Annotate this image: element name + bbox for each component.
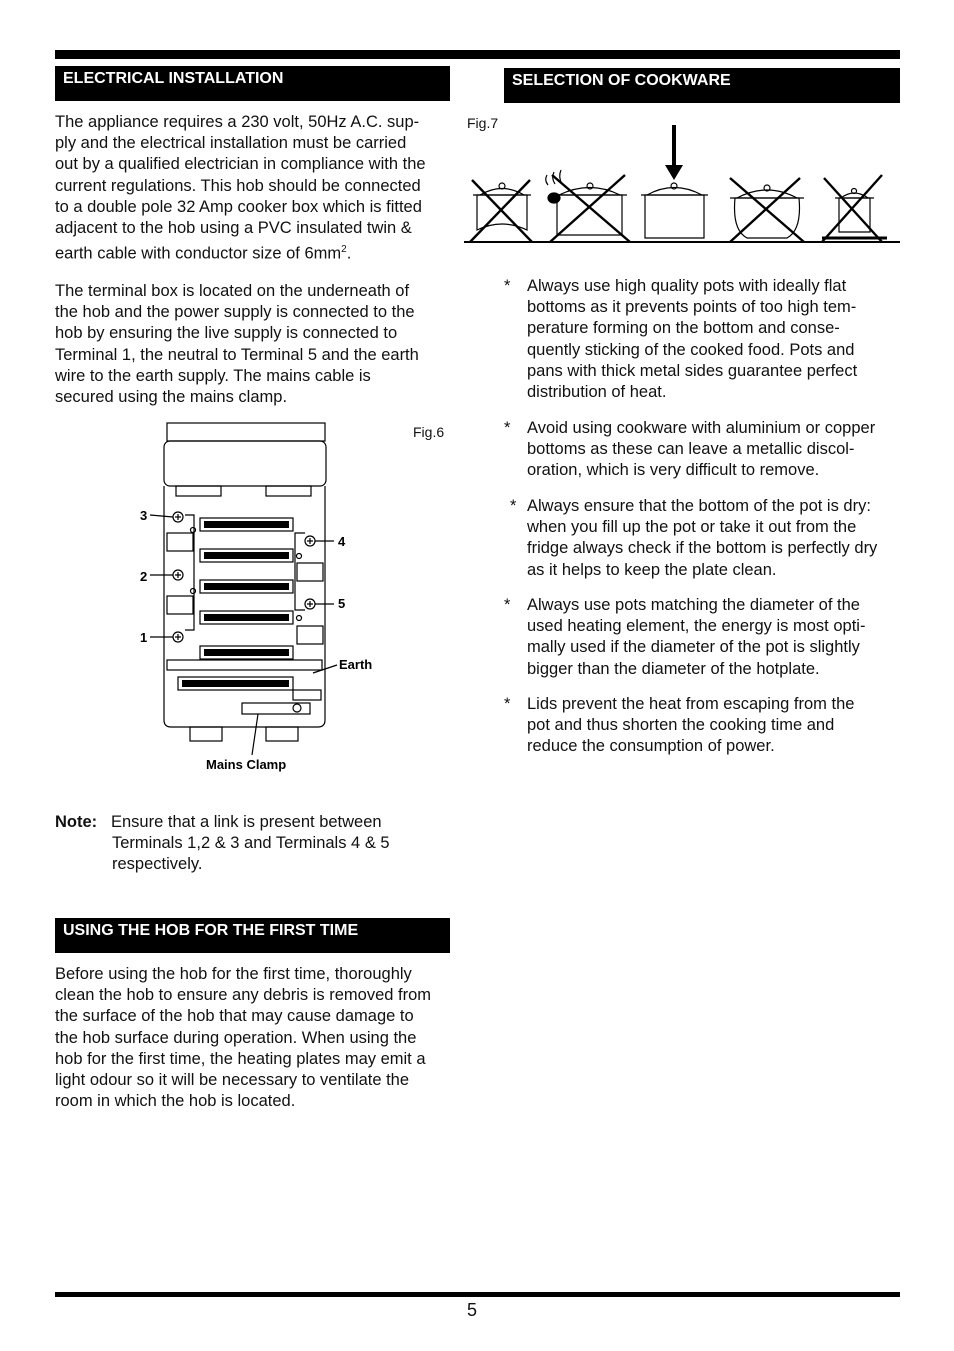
cookware-bullet	[504, 694, 904, 764]
text-span: .	[346, 244, 352, 263]
diagram-tab	[266, 486, 311, 496]
text-line: pans with thick metal sides guarantee perfect	[527, 361, 858, 380]
text-line: room in which the hob is located.	[55, 1092, 296, 1111]
text-line: distribution of heat.	[527, 383, 667, 402]
text-line: hob by ensuring the live supply is connected to	[55, 324, 398, 343]
note-line: respectively.	[112, 855, 203, 873]
bottom-rule	[55, 1292, 900, 1297]
pot-correct	[641, 125, 708, 238]
diagram-upper-box	[164, 441, 326, 486]
side-block	[167, 660, 322, 670]
electrical-paragraph-2	[55, 281, 450, 408]
text-line: out by a qualified electrician in compliance with the	[55, 155, 426, 174]
side-block	[293, 690, 321, 700]
text-line: used heating element, the energy is most opti-	[527, 617, 866, 636]
text-line: secured using the mains clamp.	[55, 388, 288, 407]
bullet-text	[527, 276, 857, 403]
terminal-label-1: 1	[140, 630, 148, 645]
text-line: Terminal 1, the neutral to Terminal 5 and the earth	[55, 345, 419, 364]
superscript: 2	[341, 244, 347, 256]
terminal-label-2: 2	[140, 569, 148, 584]
bullet-star: *	[504, 419, 511, 437]
text-line: quently sticking of the cooked food. Pots and	[527, 340, 855, 359]
diagram-top-cap	[167, 423, 325, 441]
side-block	[297, 626, 323, 644]
text-line: when you fill up the pot or take it out from the	[527, 518, 857, 537]
note-label: Note:	[55, 813, 98, 831]
text-line: the hob and the power supply is connected to the	[55, 303, 415, 322]
side-block	[297, 563, 323, 581]
fig6-label: Fig.6	[413, 424, 445, 440]
cookware-bullet	[504, 595, 904, 685]
bullet-star: *	[504, 596, 511, 614]
cookware-bullet	[504, 418, 904, 488]
text-line: The appliance requires a 230 volt, 50Hz A.C. sup-	[55, 113, 420, 131]
text-line: Lids prevent the heat from escaping from the	[527, 695, 855, 713]
pot-wet-bottom	[546, 170, 630, 242]
text-line: Avoid using cookware with aluminium or copper	[527, 419, 876, 437]
text-line: to a double pole 32 Amp cooker box which is fitted	[55, 197, 422, 216]
note-line: Terminals 1,2 & 3 and Terminals 4 & 5	[112, 834, 390, 852]
mains-clamp-label: Mains Clamp	[206, 757, 287, 772]
pot-too-small	[822, 175, 887, 242]
electrical-paragraph-1	[55, 112, 450, 265]
fig7-label: Fig.7	[467, 115, 499, 131]
text-line: Always use high quality pots with ideally flat	[527, 277, 847, 295]
cookware-figure	[462, 120, 902, 250]
bullet-star: *	[504, 277, 511, 295]
cookware-heading: SELECTION OF COOKWARE	[504, 68, 900, 103]
first-time-heading: USING THE HOB FOR THE FIRST TIME	[55, 918, 450, 953]
text-line: the hob surface during operation. When using the	[55, 1028, 417, 1047]
text-line: reduce the consumption of power.	[527, 737, 775, 756]
text-line: Always use pots matching the diameter of the	[527, 596, 860, 614]
electrical-installation-heading: ELECTRICAL INSTALLATION	[55, 66, 450, 101]
text-line: clean the hob to ensure any debris is removed from	[55, 986, 432, 1005]
terminal-label-3: 3	[140, 508, 148, 523]
text-line: bottoms as these can leave a metallic discol-	[527, 440, 855, 459]
text-span: earth cable with conductor size of 6mm	[55, 244, 342, 263]
cookware-bullet	[504, 496, 904, 586]
terminal-box-diagram	[130, 415, 390, 780]
text-line: perature forming on the bottom and conse-	[527, 319, 840, 338]
pot-curved-sides	[730, 178, 804, 242]
bullet-star: *	[504, 695, 511, 713]
text-line	[55, 239, 450, 265]
pot-warped-bottom	[470, 180, 532, 242]
diagram-foot	[266, 727, 298, 741]
cookware-bullet	[504, 276, 904, 406]
bullet-text	[527, 496, 877, 581]
text-line: light odour so it will be necessary to ventilate the	[55, 1071, 410, 1090]
bullet-text	[527, 694, 854, 758]
page-number: 5	[467, 1300, 478, 1320]
terminal-label-4: 4	[338, 534, 346, 549]
text-line: the surface of the hob that may cause damage to	[55, 1007, 414, 1026]
first-time-paragraph	[55, 964, 450, 1112]
note-line: Ensure that a link is present between	[111, 813, 382, 831]
earth-label: Earth	[339, 657, 373, 672]
text-line: bigger than the diameter of the hotplate.	[527, 659, 820, 678]
text-line: bottoms as it prevents points of too high tem-	[527, 298, 857, 317]
bullet-text	[527, 418, 875, 482]
side-block	[167, 596, 193, 614]
text-line: The terminal box is located on the underneath of	[55, 282, 410, 300]
text-line: hob for the first time, the heating plates may emit a	[55, 1049, 426, 1068]
text-line: ply and the electrical installation must be carried	[55, 134, 407, 153]
text-line: pot and thus shorten the cooking time and	[527, 716, 835, 735]
bullet-star: *	[510, 497, 517, 515]
diagram-foot	[190, 727, 222, 741]
terminal-label-5: 5	[338, 596, 346, 611]
text-line: current regulations. This hob should be connected	[55, 176, 421, 195]
text-line: wire to the earth supply. The mains cable is	[55, 366, 371, 385]
text-line: adjacent to the hob using a PVC insulated twin &	[55, 219, 412, 238]
text-line: Before using the hob for the first time, thoroughly	[55, 965, 412, 983]
text-line: Always ensure that the bottom of the pot is dry:	[527, 497, 871, 515]
text-line: as it helps to keep the plate clean.	[527, 560, 777, 579]
text-line: fridge always check if the bottom is perfectly dry	[527, 539, 878, 558]
text-line: mally used if the diameter of the pot is slightly	[527, 638, 860, 657]
side-block	[167, 533, 193, 551]
text-line: oration, which is very difficult to remove.	[527, 461, 820, 480]
bullet-text	[527, 595, 865, 680]
top-rule	[55, 50, 900, 59]
diagram-tab	[176, 486, 221, 496]
